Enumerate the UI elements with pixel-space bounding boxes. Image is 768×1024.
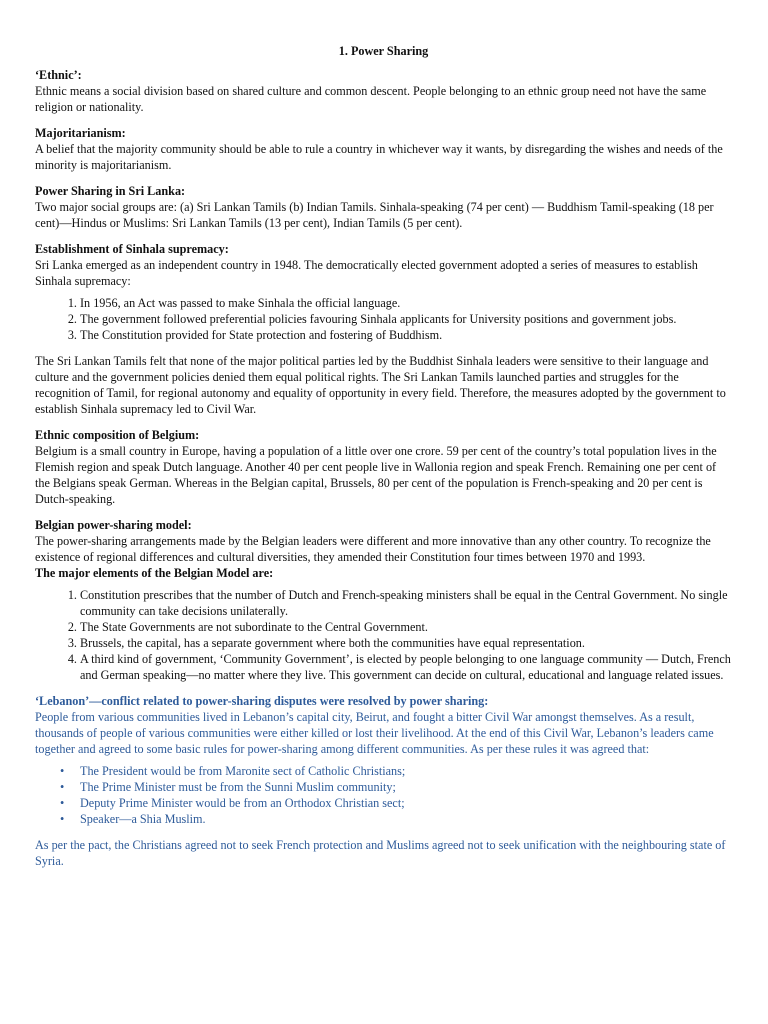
list-item: 4. A third kind of government, ‘Community Government’, is elected by people belonging to one language community — Dutch, French and German speaking—no matter where they live. This government can decide on cultural, educational and language related issues. [80, 651, 732, 683]
section-paragraph: As per the pact, the Christians agreed not to seek French protection and Muslims agreed not to seek unification with the neighbouring state of Syria. [35, 838, 726, 868]
list-item: 2. The government followed preferential policies favouring Sinhala applicants for University positions and government jobs. [80, 311, 732, 327]
section-heading: Power Sharing in Sri Lanka: [35, 184, 186, 198]
section-text: Two major social groups are: (a) Sri Lankan Tamils (b) Indian Tamils. Sinhala-speaking (74 per cent) — Buddhism Tamil-speaking (18 per cent)—Hindus or Muslims: Sri Lankan Tamils (13 per cent), Indian Tamils (5 per cent). [35, 200, 714, 230]
section-heading: Ethnic composition of Belgium: [35, 428, 200, 442]
list-item: 3. Brussels, the capital, has a separate government where both the communities have equal representation. [80, 635, 732, 651]
section-heading: Establishment of Sinhala supremacy: [35, 242, 229, 256]
section-majoritarianism [35, 125, 732, 173]
page-title: 1. Power Sharing [338, 44, 429, 58]
section-paragraph: The Sri Lankan Tamils felt that none of the major political parties led by the Buddhist Sinhala leaders were sensitive to their language and culture and the government policies denied them equal political rights. The Sri Lankan Tamils launched parties and struggles for the recognition of Tamil, for regional autonomy and equality of opportunity in every field. Therefore, the measures adopted by the government to establish Sinhala supremacy led to Civil War. [35, 354, 726, 416]
list-item: 2. The State Governments are not subordinate to the Central Government. [80, 619, 732, 635]
list-item: 1. In 1956, an Act was passed to make Sinhala the official language. [80, 295, 732, 311]
section-belgium-composition [35, 427, 732, 507]
section-text: The power-sharing arrangements made by the Belgian leaders were different and more innovative than any other country. To recognize the existence of regional differences and cultural diversities, they amended their Constitution four times between 1970 and 1993. [35, 534, 711, 564]
section-lebanon [35, 693, 732, 869]
section-text: Sri Lanka emerged as an independent country in 1948. The democratically elected government adopted a series of measures to establish Sinhala supremacy: [35, 258, 698, 288]
numbered-list [35, 295, 732, 343]
section-heading: ‘Lebanon’—conflict related to power-sharing disputes were resolved by power sharing: [35, 694, 489, 708]
section-heading: Belgian power-sharing model: [35, 518, 192, 532]
section-sri-lanka [35, 183, 732, 231]
section-text: A belief that the majority community should be able to rule a country in whichever way it wants, by disregarding the wishes and needs of the minority is majoritarianism. [35, 142, 723, 172]
section-text: Belgium is a small country in Europe, having a population of a little over one crore. 59 per cent of the country’s total population lives in the Flemish region and speak Dutch language. Another 40 per cent people live in Wallonia region and speak French. Remaining one per cent of the Belgians speak German. Whereas in the Belgian capital, Brussels, 80 per cent of the population is French-speaking and 20 per cent is Dutch-speaking. [35, 444, 717, 506]
section-text: Ethnic means a social division based on shared culture and common descent. People belonging to an ethnic group need not have the same religion or nationality. [35, 84, 707, 114]
list-item: • The Prime Minister must be from the Sunni Muslim community; [60, 779, 732, 795]
section-heading: Majoritarianism: [35, 126, 126, 140]
section-belgian-model [35, 517, 732, 683]
section-ethnic [35, 67, 732, 115]
list-item: • Speaker—a Shia Muslim. [60, 811, 732, 827]
numbered-list [35, 587, 732, 683]
section-subheading: The major elements of the Belgian Model are: [35, 566, 274, 580]
section-text: People from various communities lived in Lebanon’s capital city, Beirut, and fought a bitter Civil War amongst themselves. As a result, thousands of people of various communities were either killed or lost their livelihood. At the end of this Civil War, Lebanon’s leaders came together and agreed to some basic rules for power-sharing among different communities. As per these rules it was agreed that: [35, 710, 714, 756]
list-item: 3. The Constitution provided for State protection and fostering of Buddhism. [80, 327, 732, 343]
list-item: • Deputy Prime Minister would be from an Orthodox Christian sect; [60, 795, 732, 811]
section-heading: ‘Ethnic’: [35, 68, 82, 82]
list-item: • The President would be from Maronite sect of Catholic Christians; [60, 763, 732, 779]
list-item: 1. Constitution prescribes that the number of Dutch and French-speaking ministers shall be equal in the Central Government. No single community can take decisions unilaterally. [80, 587, 732, 619]
section-sinhala-supremacy [35, 241, 732, 417]
bullet-list [35, 763, 732, 827]
